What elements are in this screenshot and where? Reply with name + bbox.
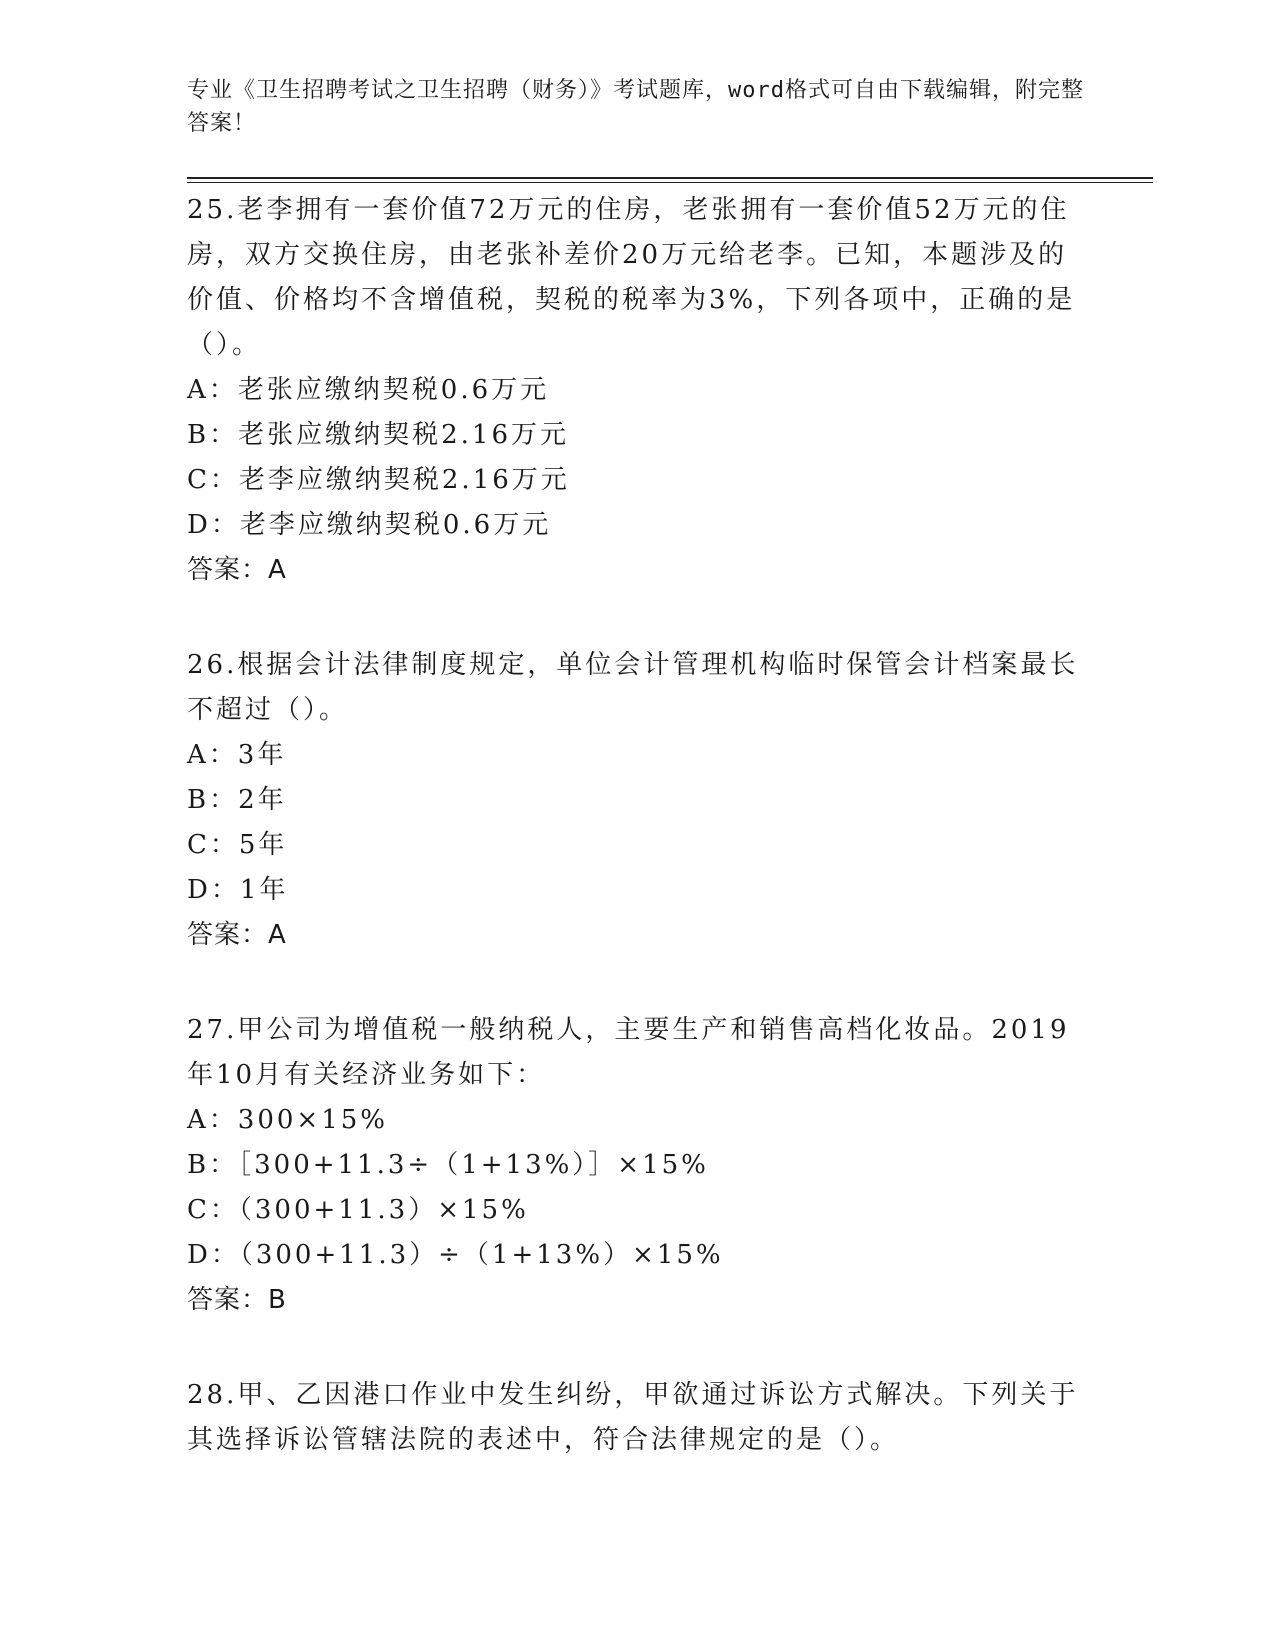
option-a: A：老张应缴纳契税0.6万元 bbox=[187, 375, 550, 405]
option-b: B：老张应缴纳契税2.16万元 bbox=[187, 420, 569, 450]
option-c: C：（300+11.3）×15% bbox=[187, 1195, 529, 1225]
option-d: D：（300+11.3）÷（1+13%）×15% bbox=[187, 1240, 724, 1270]
option-d: D：老李应缴纳契税0.6万元 bbox=[187, 510, 552, 540]
answer: 答案：B bbox=[187, 1285, 287, 1315]
answer: 答案：A bbox=[187, 920, 287, 950]
header-divider-thin bbox=[187, 182, 1153, 183]
option-b: B：［300+11.3÷（1+13%）］×15% bbox=[187, 1150, 709, 1180]
option-c: C：5年 bbox=[187, 830, 288, 860]
question-27 bbox=[187, 1008, 1087, 1323]
option-b: B：2年 bbox=[187, 785, 287, 815]
question-26 bbox=[187, 643, 1087, 958]
option-c: C：老李应缴纳契税2.16万元 bbox=[187, 465, 570, 495]
header-divider-thick bbox=[187, 177, 1153, 179]
question-text: 27.甲公司为增值税一般纳税人，主要生产和销售高档化妆品。2019年10月有关经济业务如下： bbox=[187, 1015, 1070, 1090]
question-25 bbox=[187, 188, 1087, 593]
document-header: 专业《卫生招聘考试之卫生招聘（财务）》考试题库，word格式可自由下载编辑，附完整答案！ bbox=[187, 78, 1084, 136]
option-a: A：3年 bbox=[187, 740, 287, 770]
question-text: 28.甲、乙因港口作业中发生纠纷，甲欲通过诉讼方式解决。下列关于其选择诉讼管辖法院的表述中，符合法律规定的是（）。 bbox=[187, 1380, 1079, 1455]
question-text: 25.老李拥有一套价值72万元的住房，老张拥有一套价值52万元的住房，双方交换住房，由老张补差价20万元给老李。已知，本题涉及的价值、价格均不含增值税，契税的税率为3%，下列各项中，正确的是（）。 bbox=[187, 195, 1076, 360]
question-28 bbox=[187, 1373, 1087, 1463]
answer: 答案：A bbox=[187, 555, 287, 585]
option-a: A：300×15% bbox=[187, 1105, 388, 1135]
option-d: D：1年 bbox=[187, 875, 289, 905]
question-text: 26.根据会计法律制度规定，单位会计管理机构临时保管会计档案最长不超过（）。 bbox=[187, 650, 1079, 725]
